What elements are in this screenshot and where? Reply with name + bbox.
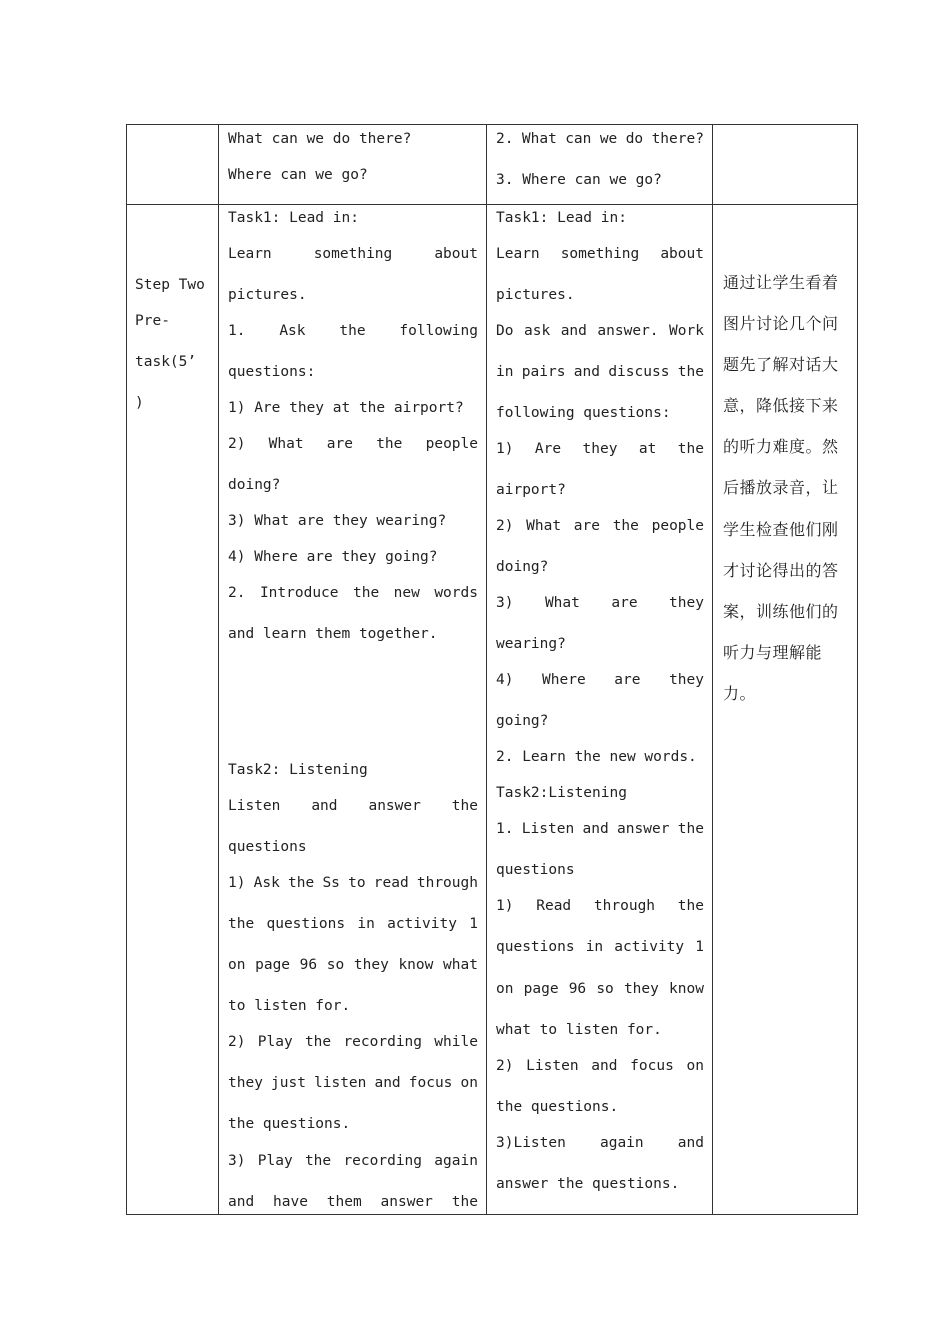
word: to xyxy=(348,875,366,891)
text-line xyxy=(228,874,478,892)
word: they xyxy=(669,595,704,611)
word: the xyxy=(304,1034,332,1050)
word: are xyxy=(326,436,353,452)
text-line xyxy=(228,1193,478,1211)
text-line: 学生检查他们刚 xyxy=(723,520,839,539)
word: Learn xyxy=(228,246,272,262)
text-line: going? xyxy=(496,713,549,729)
word: there? xyxy=(651,131,704,147)
word: again xyxy=(599,1135,644,1151)
word: 2) xyxy=(228,436,246,452)
text-line xyxy=(228,245,478,263)
word: What xyxy=(521,131,557,147)
word: ask xyxy=(523,323,551,339)
word: at xyxy=(638,441,657,457)
word: Listen xyxy=(526,1058,579,1074)
text-line: 力。 xyxy=(723,684,757,703)
column-divider-2 xyxy=(486,124,487,1215)
text-line: the questions. xyxy=(228,1116,351,1132)
text-line: 题先了解对话大 xyxy=(723,355,839,374)
word: 1) xyxy=(228,875,246,891)
word: they xyxy=(623,981,659,997)
text-line xyxy=(496,1134,704,1152)
text-line xyxy=(228,1074,478,1092)
step-label: Pre- xyxy=(135,313,170,329)
step-label: task(5’ xyxy=(135,354,197,370)
word: in xyxy=(357,916,375,932)
text-line: 后播放录音，让 xyxy=(723,478,839,497)
word: page xyxy=(523,981,559,997)
text-line: 案，训练他们的 xyxy=(723,602,839,621)
word: so xyxy=(326,957,345,973)
word: questions xyxy=(266,916,346,932)
word: the xyxy=(677,364,704,380)
word: 2. xyxy=(496,131,514,147)
word: Listen xyxy=(521,821,575,837)
text-line: Task1: Lead in: xyxy=(496,210,627,226)
word: through xyxy=(416,875,478,891)
word: people xyxy=(425,436,478,452)
word: What xyxy=(268,436,304,452)
word: the xyxy=(376,436,403,452)
text-line: doing? xyxy=(228,477,281,493)
text-line xyxy=(496,820,704,838)
text-line xyxy=(496,980,704,998)
word: and xyxy=(573,364,600,380)
text-line: 意，降低接下来 xyxy=(723,396,839,415)
word: 1 xyxy=(695,939,704,955)
text-line: what to listen for. xyxy=(496,1022,662,1038)
table-border-top xyxy=(126,124,858,125)
row-divider xyxy=(126,204,858,205)
word: 2) xyxy=(228,1034,246,1050)
word: 1) xyxy=(496,441,514,457)
word: pairs xyxy=(521,364,566,380)
word: something xyxy=(313,246,393,262)
word: and xyxy=(591,1058,618,1074)
word: the xyxy=(451,798,478,814)
word: and xyxy=(228,1194,255,1210)
word: the xyxy=(304,1153,332,1169)
word: they xyxy=(582,441,618,457)
word: have xyxy=(273,1194,308,1210)
text-line xyxy=(496,594,704,612)
word: can xyxy=(565,131,592,147)
word: the xyxy=(339,323,366,339)
word: on xyxy=(460,1075,478,1091)
word: 1) xyxy=(496,898,514,914)
word: the xyxy=(677,441,704,457)
text-line: Task2:Listening xyxy=(496,785,627,801)
text-line: questions xyxy=(228,839,307,855)
text-line xyxy=(496,897,704,915)
text-line xyxy=(228,1033,478,1051)
text-line: to listen for. xyxy=(228,998,351,1014)
text-line: 2. Learn the new words. xyxy=(496,749,697,765)
text-line: doing? xyxy=(496,559,549,575)
text-line: Task2: Listening xyxy=(228,762,368,778)
word: Play xyxy=(257,1153,293,1169)
text-line xyxy=(496,671,704,689)
column-divider-3 xyxy=(712,124,713,1215)
word: following xyxy=(399,323,478,339)
word: do xyxy=(625,131,644,147)
text-line xyxy=(496,440,704,458)
text-line: pictures. xyxy=(496,287,575,303)
word: the xyxy=(451,1194,478,1210)
word: 96 xyxy=(299,957,318,973)
word: 3) xyxy=(228,1153,246,1169)
word: and xyxy=(560,323,587,339)
word: recording xyxy=(343,1034,423,1050)
text-line xyxy=(496,938,704,956)
word: are xyxy=(614,672,641,688)
word: 2) xyxy=(496,518,514,534)
text-line xyxy=(228,322,478,340)
word: while xyxy=(434,1034,478,1050)
word: What xyxy=(544,595,580,611)
word: discuss xyxy=(608,364,670,380)
column-divider-1 xyxy=(218,124,219,1215)
word: and xyxy=(374,1075,401,1091)
word: and xyxy=(677,1135,704,1151)
word: Ask xyxy=(253,875,280,891)
word: 1. xyxy=(496,821,514,837)
word: again xyxy=(434,1153,478,1169)
text-line: Task1: Lead in: xyxy=(228,210,359,226)
word: 4) xyxy=(496,672,514,688)
word: the xyxy=(352,585,380,601)
word: Read xyxy=(536,898,572,914)
word: listen xyxy=(314,1075,367,1091)
word: focus xyxy=(630,1058,674,1074)
text-line: questions: xyxy=(228,364,316,380)
text-line: answer the questions. xyxy=(496,1176,680,1192)
word: 3)Listen xyxy=(496,1135,566,1151)
word: in xyxy=(585,939,604,955)
word: are xyxy=(573,518,600,534)
word: Are xyxy=(534,441,562,457)
text-line: What can we do there? xyxy=(228,131,412,147)
text-line xyxy=(496,322,704,340)
word: Introduce xyxy=(259,585,339,601)
text-line: 才讨论得出的答 xyxy=(723,561,839,580)
text-line xyxy=(496,1057,704,1075)
word: are xyxy=(611,595,638,611)
word: and xyxy=(582,821,609,837)
word: the xyxy=(677,898,704,914)
word: Work xyxy=(669,323,704,339)
text-line xyxy=(496,130,704,148)
word: page xyxy=(255,957,291,973)
text-line: questions xyxy=(496,862,575,878)
text-line xyxy=(228,1152,478,1170)
text-line: 图片讨论几个问 xyxy=(723,314,839,333)
word: words xyxy=(434,585,478,601)
text-line: and learn them together. xyxy=(228,626,438,642)
word: activity xyxy=(387,916,457,932)
word: and xyxy=(311,798,338,814)
word: 96 xyxy=(568,981,587,997)
text-line xyxy=(228,915,478,933)
text-line xyxy=(228,435,478,453)
word: Play xyxy=(257,1034,293,1050)
word: Where xyxy=(542,672,586,688)
word: Do xyxy=(496,323,514,339)
text-line: 3) What are they wearing? xyxy=(228,513,447,529)
text-line xyxy=(496,517,704,535)
text-line: Where can we go? xyxy=(228,167,368,183)
word: 1. xyxy=(228,323,246,339)
step-label: ) xyxy=(135,395,144,411)
text-line: 通过让学生看着 xyxy=(723,273,839,292)
word: just xyxy=(271,1075,306,1091)
word: know xyxy=(669,981,704,997)
word: questions xyxy=(496,939,575,955)
table-border-right xyxy=(857,124,858,1215)
text-line: 1) Are they at the airport? xyxy=(228,400,464,416)
word: something xyxy=(560,246,640,262)
word: about xyxy=(660,246,704,262)
text-line: airport? xyxy=(496,482,566,498)
word: know xyxy=(398,957,434,973)
word: read xyxy=(373,875,409,891)
text-line: 4) Where are they going? xyxy=(228,549,438,565)
text-line: 的听力难度。然 xyxy=(723,437,839,456)
word: them xyxy=(326,1194,362,1210)
word: they xyxy=(228,1075,263,1091)
text-line: wearing? xyxy=(496,636,566,652)
word: Ask xyxy=(279,323,306,339)
word: new xyxy=(393,585,420,601)
word: focus xyxy=(408,1075,453,1091)
word: 2. xyxy=(228,585,246,601)
word: we xyxy=(599,131,618,147)
text-line: following questions: xyxy=(496,405,671,421)
word: people xyxy=(651,518,704,534)
word: answer xyxy=(617,821,670,837)
word: the xyxy=(288,875,315,891)
text-line: 听力与理解能 xyxy=(723,643,823,662)
word: 3) xyxy=(496,595,514,611)
word: the xyxy=(612,518,639,534)
word: 1 xyxy=(469,916,478,932)
lesson-plan-table xyxy=(126,124,858,1215)
text-line: pictures. xyxy=(228,287,307,303)
word: through xyxy=(593,898,656,914)
word: in xyxy=(496,364,514,380)
word: they xyxy=(353,957,389,973)
word: on xyxy=(686,1058,704,1074)
word: Learn xyxy=(496,246,540,262)
text-line xyxy=(496,245,704,263)
text-line xyxy=(228,956,478,974)
word: they xyxy=(669,672,704,688)
word: on xyxy=(496,981,514,997)
word: on xyxy=(228,957,246,973)
table-border-left xyxy=(126,124,127,1215)
text-line xyxy=(496,363,704,381)
word: answer. xyxy=(597,323,659,339)
word: answer xyxy=(368,798,421,814)
word: Listen xyxy=(228,798,281,814)
step-label: Step Two xyxy=(135,277,205,293)
word: about xyxy=(434,246,478,262)
word: 2) xyxy=(496,1058,514,1074)
word: What xyxy=(526,518,562,534)
text-line xyxy=(228,797,478,815)
text-line: the questions. xyxy=(496,1099,619,1115)
word: the xyxy=(228,916,255,932)
word: Ss xyxy=(322,875,340,891)
word: the xyxy=(677,821,704,837)
word: recording xyxy=(343,1153,423,1169)
word: activity xyxy=(614,939,685,955)
text-line: 3. Where can we go? xyxy=(496,172,662,188)
table-border-bottom xyxy=(126,1214,858,1215)
word: answer xyxy=(380,1194,433,1210)
word: what xyxy=(443,957,478,973)
word: so xyxy=(596,981,614,997)
text-line xyxy=(228,584,478,602)
